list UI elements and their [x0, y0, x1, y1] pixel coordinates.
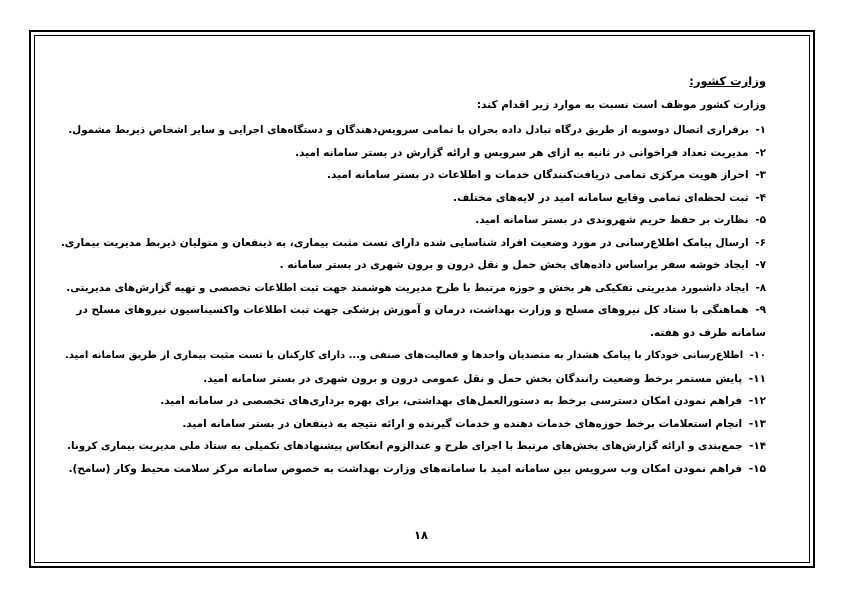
list-item	[60, 277, 766, 300]
list-item-number: ۴-	[755, 191, 766, 204]
section-heading: وزارت کشور:	[689, 74, 766, 88]
list-item	[60, 209, 766, 232]
list-item	[60, 435, 766, 458]
list-item-text: اطلاع‌رسانی خودکار با پیامک هشدار به متصدیان واحدها و فعالیت‌های صنفی و... دارای کارکنان با تست مثبت بیماری از طریق سامانه امید.	[64, 350, 744, 361]
list-item-number: ۸-	[755, 281, 766, 294]
list-item	[60, 345, 766, 368]
list-item-text: فراهم نمودن امکان دسترسی برخط به دستورالعمل‌های بهداشتی، برای بهره برداری‌های تخصصی در سامانه امید.	[160, 395, 743, 407]
list-item-number: ۱۱-	[748, 372, 766, 385]
list-item-number: ۵-	[755, 214, 766, 226]
list-item	[60, 413, 766, 436]
list-item-text: احراز هویت مرکزی تمامی دریافت‌کنندگان خدمات و اطلاعات در بستر سامانه امید.	[327, 169, 749, 181]
list-item-text: انجام استعلامات برخط حوزه‌های خدمات دهنده و خدمات گیرنده و ارائه نتیجه به ذینفعان در بستر سامانه امید.	[182, 417, 743, 430]
list-item	[60, 187, 766, 210]
list-item-number: ۷-	[755, 259, 766, 271]
list-item-text: فراهم نمودن امکان وب سرویس بین سامانه امید با سامانه‌های وزارت بهداشت به خصوص سامانه مرکز سلامت محیط وکار (سامح).	[68, 462, 743, 475]
list-item-text: ایجاد خوشه سفر براساس داده‌های بخش حمل و نقل درون و برون شهری در بستر سامانه .	[279, 259, 749, 271]
list-item-text: برقراری اتصال دوسویه از طریق درگاه تبادل داده بحران با تمامی سرویس‌دهندگان و دستگاه‌های اجرایی و سایر اشخاص ذیربط مشمول.	[68, 124, 749, 136]
list-item-number: ۱۰-	[749, 350, 766, 361]
list-item	[60, 232, 766, 255]
list-item-number: ۱۴-	[749, 440, 766, 452]
list-item	[60, 142, 766, 165]
list-item-text: هماهنگی با ستاد کل نیروهای مسلح و وزارت بهداشت، درمان و آموزش پزشکی جهت ثبت اطلاعات واکسیناسیون نیروهای مسلح در سامانه طرف دو هفته.	[76, 304, 766, 339]
list-item-number: ۹-	[755, 304, 766, 316]
list-item-text: مدیریت تعداد فراخوانی در ثانیه به ازای هر سرویس و ارائه گزارش در بستر سامانه امید.	[295, 146, 749, 159]
list-item-number: ۳-	[755, 169, 766, 181]
list-item	[60, 254, 766, 277]
list-item	[60, 458, 766, 481]
list-item-text: ایجاد داشبورد مدیریتی تفکیکی هر بخش و حوزه مرتبط با طرح مدیریت هوشمند جهت ثبت اطلاعات تخصصی و تهیه گزارش‌های مدیریتی.	[66, 281, 749, 294]
page-number: ۱۸	[413, 528, 429, 542]
list-item	[60, 390, 766, 413]
list-item	[60, 299, 766, 345]
list-item-text: نظارت بر حفظ حریم شهروندی در بستر سامانه امید.	[475, 214, 749, 226]
document-body	[60, 68, 766, 480]
list-item-text: جمع‌بندی و ارائه گزارش‌های بخش‌های مرتبط با اجرای طرح و عندالزوم انعکاس پیشنهادهای تکمیلی به ستاد ملی مدیریت بیماری کرونا.	[67, 440, 743, 452]
list-item-number: ۱-	[755, 124, 766, 136]
list-item-text: ثبت لحظه‌ای تمامی وقایع سامانه امید در لایه‌های مختلف.	[453, 191, 749, 204]
list-item	[60, 164, 766, 187]
list-item-text: ارسال پیامک اطلاع‌رسانی در مورد وضعیت افراد شناسایی شده دارای تست مثبت بیماری، به ذینفعان و متولیان ذیربط مدیریت بیماری.	[60, 236, 749, 249]
list-item-number: ۱۵-	[748, 462, 766, 475]
list-item-number: ۱۳-	[748, 417, 766, 430]
intro-paragraph: وزارت کشور موظف است نسبت به موارد زیر اقدام کند:	[476, 99, 766, 111]
list-item-number: ۲-	[755, 146, 766, 159]
list-item	[60, 368, 766, 391]
list-item-number: ۶-	[755, 236, 766, 249]
list-item	[60, 119, 766, 142]
list-item-number: ۱۲-	[748, 395, 766, 407]
list-item-text: پایش مستمر برخط وضعیت رانندگان بخش حمل و نقل عمومی درون و برون شهری در بستر سامانه امید.	[203, 372, 743, 385]
